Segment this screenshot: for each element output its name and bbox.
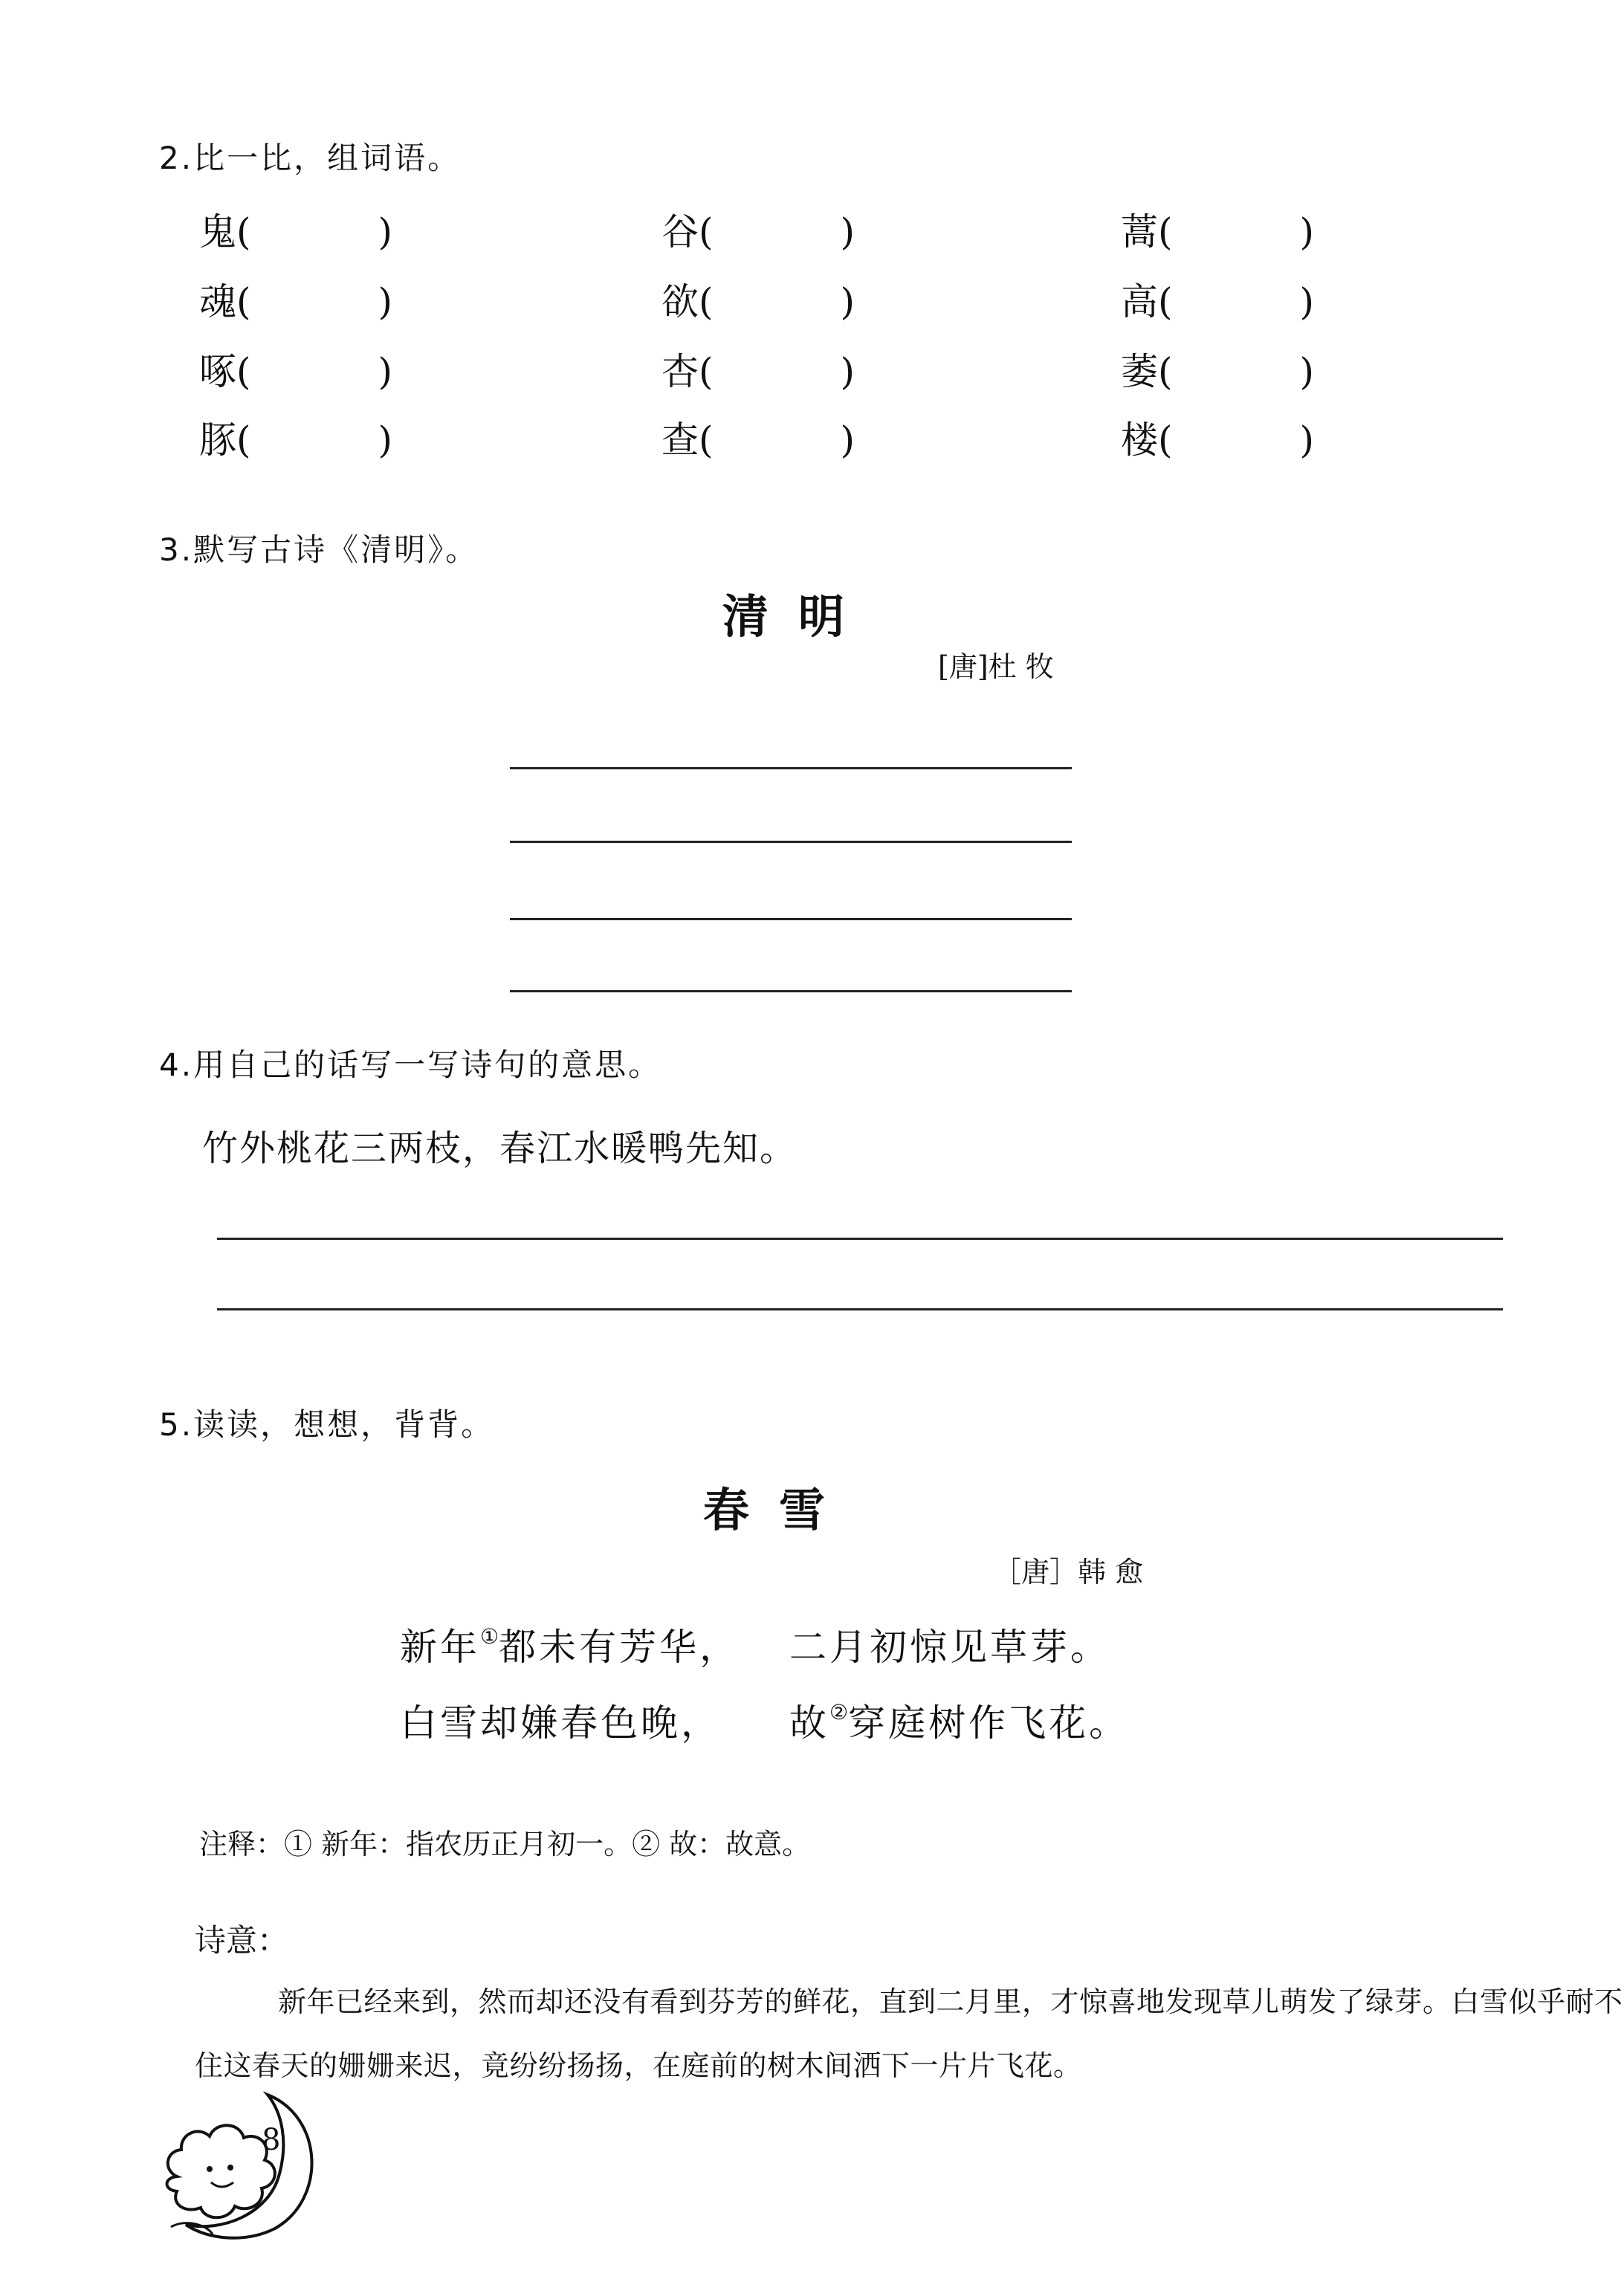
word-answer-blank[interactable] xyxy=(236,280,392,323)
answer-line-2[interactable] xyxy=(510,841,1072,843)
meaning-label: 诗意： xyxy=(195,1922,289,1959)
question-4-heading: 4.用自己的话写一写诗句的意思。 xyxy=(159,1047,662,1083)
open-paren: ( xyxy=(699,280,714,323)
poem-notes: 注释：① 新年：指农历正月初一。② 故：故意。 xyxy=(199,1828,811,1861)
compare-character: 萎 xyxy=(1121,350,1158,393)
close-paren: ) xyxy=(1299,418,1314,462)
close-paren: ) xyxy=(378,280,392,323)
compare-character: 豚 xyxy=(199,418,236,462)
open-paren: ( xyxy=(236,210,251,253)
meaning-answer-line-1[interactable] xyxy=(217,1238,1503,1240)
word-answer-blank[interactable] xyxy=(236,210,392,253)
cloud-moon-page-decoration xyxy=(156,2087,327,2243)
word-compare-item xyxy=(1121,272,1314,326)
word-answer-blank[interactable] xyxy=(1158,350,1314,393)
open-paren: ( xyxy=(236,350,251,393)
word-answer-blank[interactable] xyxy=(699,280,855,323)
answer-line-1[interactable] xyxy=(510,767,1072,769)
word-answer-blank[interactable] xyxy=(699,350,855,393)
poem-title-qingming: 清明 xyxy=(722,589,875,644)
close-paren: ) xyxy=(1299,280,1314,323)
word-compare-item xyxy=(199,342,392,395)
compare-character: 查 xyxy=(661,418,699,462)
close-paren: ) xyxy=(840,350,855,393)
close-paren: ) xyxy=(840,210,855,253)
poem-line-2a: 白雪却嫌春色晚， xyxy=(400,1701,721,1745)
word-compare-item xyxy=(1121,202,1314,256)
word-compare-item xyxy=(661,410,855,464)
compare-character: 魂 xyxy=(199,280,236,323)
open-paren: ( xyxy=(1158,418,1173,462)
poem-line-1b: 二月初惊见草芽。 xyxy=(789,1626,1110,1669)
question-5-heading: 5.读读，想想，背背。 xyxy=(159,1406,495,1443)
close-paren: ) xyxy=(378,210,392,253)
open-paren: ( xyxy=(699,350,714,393)
word-answer-blank[interactable] xyxy=(236,418,392,462)
poem-quote: 竹外桃花三两枝，春江水暖鸭先知。 xyxy=(202,1128,798,1169)
open-paren: ( xyxy=(1158,280,1173,323)
word-compare-item xyxy=(199,202,392,256)
word-compare-item xyxy=(199,410,392,464)
word-compare-item xyxy=(661,272,855,326)
poem-line-1a: 新年①都未有芳华， xyxy=(400,1624,740,1669)
close-paren: ) xyxy=(378,350,392,393)
page-number: 8 xyxy=(262,2123,281,2157)
close-paren: ) xyxy=(840,280,855,323)
compare-character: 欲 xyxy=(661,280,699,323)
close-paren: ) xyxy=(1299,210,1314,253)
poem-author-chunxue: ［唐］韩 愈 xyxy=(993,1556,1144,1588)
compare-character: 鬼 xyxy=(199,210,236,253)
word-answer-blank[interactable] xyxy=(699,418,855,462)
open-paren: ( xyxy=(236,418,251,462)
cloud-moon-icon xyxy=(156,2087,327,2243)
word-compare-item xyxy=(661,342,855,395)
question-3-heading: 3.默写古诗《清明》。 xyxy=(159,531,479,568)
meaning-answer-line-2[interactable] xyxy=(217,1308,1503,1310)
open-paren: ( xyxy=(236,280,251,323)
word-answer-blank[interactable] xyxy=(699,210,855,253)
word-answer-blank[interactable] xyxy=(1158,280,1314,323)
answer-line-3[interactable] xyxy=(510,918,1072,920)
poem-title-chunxue: 春雪 xyxy=(703,1483,855,1537)
compare-character: 蒿 xyxy=(1121,210,1158,253)
question-2-heading: 2.比一比，组词语。 xyxy=(159,140,462,176)
open-paren: ( xyxy=(699,210,714,253)
word-compare-item xyxy=(199,272,392,326)
poem-line-2b: 故②穿庭树作飞花。 xyxy=(789,1700,1130,1745)
close-paren: ) xyxy=(1299,350,1314,393)
compare-character: 楼 xyxy=(1121,418,1158,462)
compare-character: 高 xyxy=(1121,280,1158,323)
close-paren: ) xyxy=(378,418,392,462)
footnote-marker-1: ① xyxy=(480,1624,499,1649)
answer-line-4[interactable] xyxy=(510,990,1072,992)
poem-meaning-paragraph: 新年已经来到，然而却还没有看到芬芳的鲜花，直到二月里，才惊喜地发现草儿萌发了绿芽。白雪似乎耐不住这春天的姗姗来迟，竟纷纷扬扬，在庭前的树木间洒下一片片飞花。 xyxy=(195,1985,1623,2082)
compare-character: 杏 xyxy=(661,350,699,393)
close-paren: ) xyxy=(840,418,855,462)
word-answer-blank[interactable] xyxy=(1158,210,1314,253)
word-compare-item xyxy=(1121,342,1314,395)
word-compare-item xyxy=(1121,410,1314,464)
open-paren: ( xyxy=(1158,210,1173,253)
compare-character: 谷 xyxy=(661,210,699,253)
open-paren: ( xyxy=(699,418,714,462)
footnote-marker-2: ② xyxy=(829,1700,849,1725)
poem-author-qingming: [唐]杜 牧 xyxy=(938,650,1054,683)
word-answer-blank[interactable] xyxy=(1158,418,1314,462)
word-compare-item xyxy=(661,202,855,256)
word-answer-blank[interactable] xyxy=(236,350,392,393)
open-paren: ( xyxy=(1158,350,1173,393)
compare-character: 啄 xyxy=(199,350,236,393)
